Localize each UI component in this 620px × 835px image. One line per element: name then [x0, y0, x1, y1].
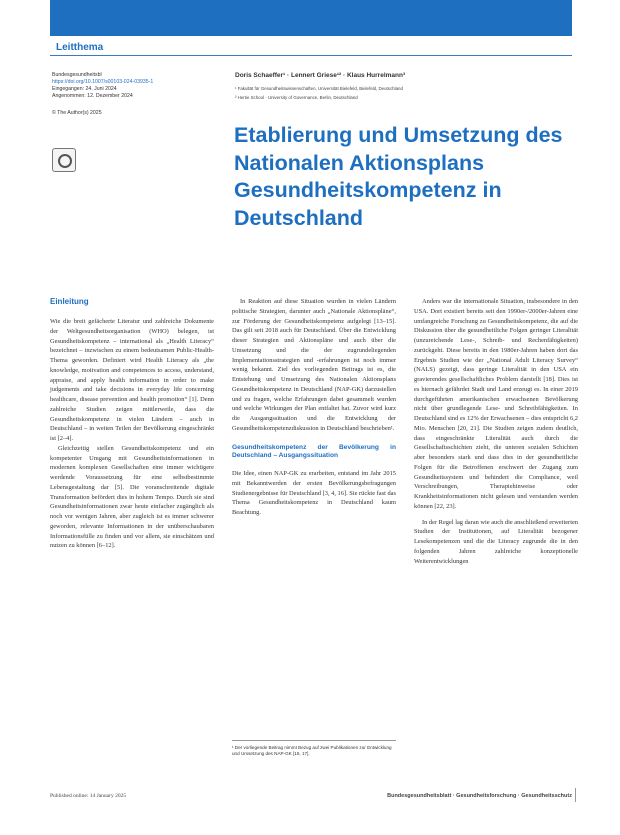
article-meta [52, 72, 222, 117]
open-access-icon [52, 148, 76, 172]
journal-footer: Bundesgesundheitsblatt · Gesundheitsforschung · Gesundheitsschutz [387, 793, 572, 799]
column-3 [414, 297, 578, 566]
column-2 [232, 297, 396, 518]
paragraph: In Reaktion auf diese Situation wurden in vielen Ländern politische Strategien, darunter auch „Nationale Aktionspläne“, zur Förderung der Gesundheitskompetenz aufgelegt [13–15]. Das gilt seit 2018 auch für Deutschland. Über die Entwicklung dieser Strategien und Aktionspläne und auch über die Umsetzung und die der zugrundeliegenden Implementationsstrategien und -erfahrungen ist noch immer wenig bekannt. Ziel des vorliegenden Beitrags ist es, die Entstehung und Umsetzung des Nationalen Aktionsplans Gesundheitskompetenz in Deutschland (NAP-GK) darzustellen und zu fragen, welche Erfahrungen dabei gesammelt wurden und welche Wirkungen der Plan entfaltet hat. Zuvor wird kurz die Ausgangssituation und die Entwicklung der Gesundheitskompetenzdiskussion in Deutschland beschrieben¹. [232, 298, 396, 432]
paragraph: Wie die breit gefächerte Literatur und zahlreiche Dokumente der Weltgesundheitsorganisation (WHO) belegen, ist Gesundheitskompetenz – international als „Health Literacy“ bezeichnet – inzwischen zu einem bedeutsamen Public-Health-Thema geworden. Definiert wird Health Literacy als „the knowledge, motivation and competences to access, understand, appraise, and apply health information in order to make judgements and take decisions in everyday life concerning healthcare, disease prevention and health promotion“ [1]. Denn zahlreiche Studien zeigen mittlerweile, dass die Gesundheitskompetenz in vielen Ländern – auch in Deutschland – in weiten Teilen der Bevölkerung eingeschränkt ist [2–4]. [50, 318, 214, 442]
publication-date: Published online: 14 January 2025 [50, 793, 127, 799]
paragraph: Die Idee, einen NAP-GK zu erarbeiten, entstand im Jahr 2015 mit Bekanntwerden der ersten Bevölkerungsbefragungen Studienergebnisse für Deutschland [3, 4, 16]. Sie rückte fast das Thema Gesundheitskompetenz in Deutschland kaum Beachtung. [232, 470, 396, 517]
received-date: Eingegangen: 24. Juni 2024 [52, 86, 117, 92]
author-list: Doris Schaeffer¹ · Lennert Griese¹² · Klaus Hurrelmann³ [235, 72, 406, 79]
section-label-bar [50, 37, 572, 56]
journal-name: Bundesgesundheitsbl [52, 72, 102, 78]
doi-link[interactable]: https://doi.org/10.1007/s00103-024-03935-1 [52, 79, 154, 85]
footnote: ¹ Der vorliegende Beitrag nimmt Bezug auf zwei Publikationen zur Entwicklung und Umsetzung des NAP-GK [16, 17]. [232, 740, 396, 757]
article-title: Etablierung und Umsetzung des Nationalen Aktionsplans Gesundheitskompetenz in Deutschland [234, 123, 563, 230]
accepted-date: Angenommen: 12. Dezember 2024 [52, 93, 133, 99]
affiliation-2: ² Hertie School · University of Governance, Berlin, Deutschland [235, 95, 358, 100]
footer-divider [575, 788, 576, 802]
paragraph: Gleichzeitig stellen Gesundheitskompetenz und ein kompetenter Umgang mit Gesundheitsinformationen in modernen komplexen Gesellschaften eine immer wichtigere werdende Voraussetzung für eine selbstbestimmte Lebensgestaltung dar [5]. Die voranschreitende digitale Transformation befördert dies in hohem Tempo. Durch sie sind Gesundheitsinformationen zwar heute einfacher zugänglich als noch vor wenigen Jahren, aber zugleich ist es immer schwerer geworden, relevante Informationen in der unüberschaubaren Informationsfülle zu finden und vor allem, sie einschätzen und nutzen zu können [6–12]. [50, 444, 214, 550]
affiliation-1: ¹ Fakultät für Gesundheitswissenschaften, Universität Bielefeld, Bielefeld, Deutschland [235, 86, 403, 91]
header-bar [50, 0, 572, 36]
copyright: © The Author(s) 2025 [52, 110, 102, 116]
section-heading-introduction: Einleitung [50, 297, 89, 306]
subsection-heading: Gesundheitskompetenz der Bevölkerung in Deutschland – Ausgangssituation [232, 443, 396, 460]
section-label: Leitthema [56, 42, 104, 53]
column-1 [50, 297, 214, 551]
page-footer [50, 793, 572, 799]
paragraph: Anders war die internationale Situation, insbesondere in den USA. Dort existiert bereits seit den 1990er-/2000er-Jahren eine umfangreiche Forschung zu Gesundheitskompetenz, die auf die Diskussion über die gesundheitliche Folgen geringer Literalität (unzureichende Lese-, Schreib- und Rechenfähigkeiten) zurückgeht. Diese bereits in den 1980er-Jahren haben dort das Ergebnis Studien wie der „National Adult Literacy Survey“ (NALS) gezeigt, dass geringe Literalität in den USA ein gravierendes gesellschaftliches Problem darstellt [18]. Dies ist es hiernach gefährdet Stadt und Land erzeugt es. In einer 2019 durchgeführten amerikanischen erwachsenen Bevölkerung nicht über grundlegende Lese- und Schreibfähigkeiten. In Deutschland sind es 12% der Erwachsenen – dies entspricht 6,2 Mio. Menschen [20, 21]. Die Studien zeigen zudem deutlich, dass eingeschränkte Literalität auch durch die Gesellschaftsschichten zieht, die unteren sozialen Schichten aber besonders stark und dass dies in der gesundheitliche Folgen für die Betroffenen erschwert der Zugang zum Gesundheitssystem und behindert die Compliance, weil Verschreibungen, Therapiehinweise oder Krankheitsinformationen nicht gelesen und verstanden werden können [22, 23]. [414, 298, 578, 510]
paragraph: In der Regel lag daran wie auch die anschließend erweiterten Studien der Institutionen, auf Literalität bezogener Lesekompetenzen und die die Literacy zugrunde die in den folgenden Jahren zahlreiche konzeptionelle Weiterentwicklungen [414, 518, 578, 565]
